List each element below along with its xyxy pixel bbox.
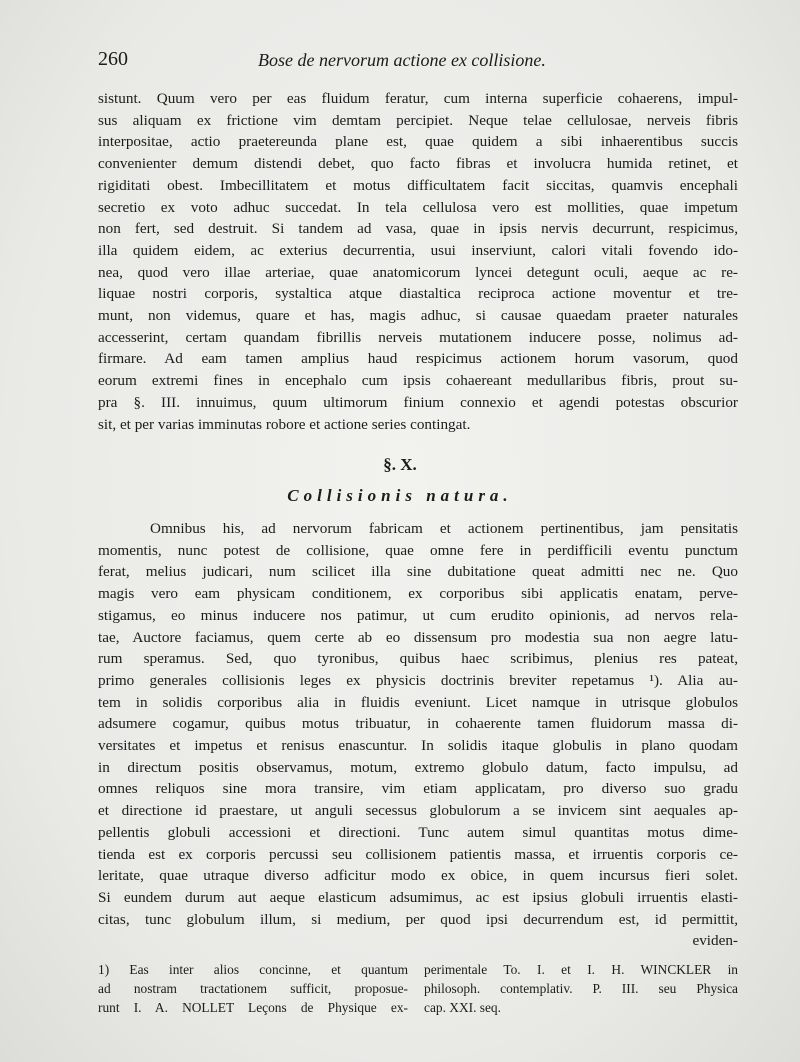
text-line: munt, non videmus, quare et has, magis adhuc, si causae quaedam praeter naturales [98,307,738,325]
footnote-column-left [98,960,408,1017]
body-text-bottom [98,518,738,952]
text-line: tem in solidis corporibus alia in fluidis eveniunt. Licet namque in utrisque globulos [98,693,738,711]
text-line: eorum extremi fines in encephalo cum ipsis cohaereant medullaribus fibris, prout su- [98,372,738,390]
text-line: nea, quod vero illae arteriae, quae anatomicorum lyncei detegunt oculi, aeque ac re- [98,263,738,281]
text-line: tae, Auctore faciamus, quem certe ab eo dissensum pro modestia sua non aegre latu- [98,628,738,646]
text-line: sus aliquam ex frictione vim demtam percipiet. Neque telae cellulosae, nerveis fibris [98,111,738,129]
text-line: magis vero eam physicam conditionem, ex corporibus sibi applicatis enatam, perve- [98,585,738,603]
footnote-line: 1) Eas inter alios concinne, et quantum [98,962,408,977]
catchword: eviden- [692,932,738,950]
text-line: illa quidem eidem, ac exterius decurrentia, usui inserviunt, calori vitali fovendo ido- [98,241,738,259]
text-line: firmare. Ad eam tamen amplius haud respicimus actionem horum vasorum, quod [98,350,738,368]
footnote-line: runt I. A. NOLLET Leçons de Physique ex- [98,1000,408,1015]
text-line: leritate, quae utraque diverso adficitur modo ex obice, in quem incursus fieri solet. [98,867,738,885]
text-line: pellentis globuli accessioni et directioni. Tunc autem simul quantitas motus dime- [98,823,738,841]
text-line: sit, et per varias imminutas robore et actione series contingat. [98,415,471,433]
text-line: in directum positis observamus, motum, extremo globulo datum, facto impulsu, ad [98,758,738,776]
footnote-line: ad nostram tractationem sufficit, proposue- [98,981,408,996]
text-line: primo generales collisionis leges ex physicis doctrinis breviter repetamus ¹). Alia au- [98,671,738,689]
text-line: non fert, sed destruit. Si tandem ad vasa, quae in ipsis nervis decurrunt, respicimus, [98,220,738,238]
text-line: Si eundem durum aut aeque elasticum adsumimus, ac est ipsius globuli irruentis elasti- [98,888,738,906]
page-number: 260 [98,48,128,70]
body-text-top [98,88,738,435]
text-line: citas, tunc globulum illum, si medium, per quod ipsi decurrendum est, id permittit, [98,910,738,928]
text-line: rum speramus. Sed, quo tyronibus, quibus haec scribimus, plenius res pateat, [98,650,738,668]
text-line: Omnibus his, ad nervorum fabricam et actionem pertinentibus, jam pensitatis [150,520,738,537]
text-line: accesserint, certam quandam fibrillis nerveis mutationem inducere posse, nolimus ad- [98,328,738,346]
text-line: convenienter demum distendi debet, quo facto fibras et involucra humida retinet, et [98,155,738,173]
text-line: ferat, melius judicari, num scilicet illa sine dubitatione queat admitti nec ne. Quo [98,563,738,581]
text-line: interpositae, actio praetereunda plane est, quae quidem a sibi inhaerentibus succis [98,133,738,151]
page-header [98,48,738,76]
text-line: rigiditati obest. Imbecillitatem et motus difficultatem facit siccitas, quamvis encephali [98,176,738,194]
footnote-line: cap. XXI. seq. [424,1000,501,1015]
text-line: liquae nostri corporis, systaltica atque diastaltica reciproca actione moventur et tre- [98,285,738,303]
text-line: tienda est ex corporis percussi seu collisionem patientis massa, et irruentis corporis ce- [98,845,738,863]
footnote-column-right [424,960,738,1017]
text-line: pra §. III. innuimus, quum ultimorum finium connexio et agendi potestas obscurior [98,393,738,411]
text-line: secretio ex voto adhuc succedat. In tela cellulosa vero est mollities, quae impetum [98,198,738,216]
text-line: versitates et impetus et renisus enascuntur. In solidis itaque globulis in plano quodam [98,737,738,755]
section-title: Collisionis natura. [287,486,513,505]
footnote-line: perimentale To. I. et I. H. WINCKLER in [424,962,738,977]
text-line: stigamus, eo minus inducere nos patimur, ut cum erudito opinionis, ad nervos rela- [98,606,738,624]
running-head: Bose de nervorum actione ex collisione. [258,50,546,70]
text-line: omnes reliquos sine mora transire, vim etiam applicatam, pro diverso suo gradu [98,780,738,798]
section-number: §. X. [383,455,417,474]
text-line: et directione id praestare, ut anguli secessus globulorum a se invicem sint aequales ap- [98,802,738,820]
text-line: momentis, nunc potest de collisione, quae omne fere in perdifficili eventu punctum [98,541,738,559]
text-line: adsumere cogamur, quibus motus tribuatur, in cohaerente tamen fluidorum massa di- [98,715,738,733]
footnote-line: philosoph. contemplativ. P. III. seu Physica [424,981,738,996]
text-line: sistunt. Quum vero per eas fluidum feratur, cum interna superficie cohaerens, impul- [98,90,738,107]
